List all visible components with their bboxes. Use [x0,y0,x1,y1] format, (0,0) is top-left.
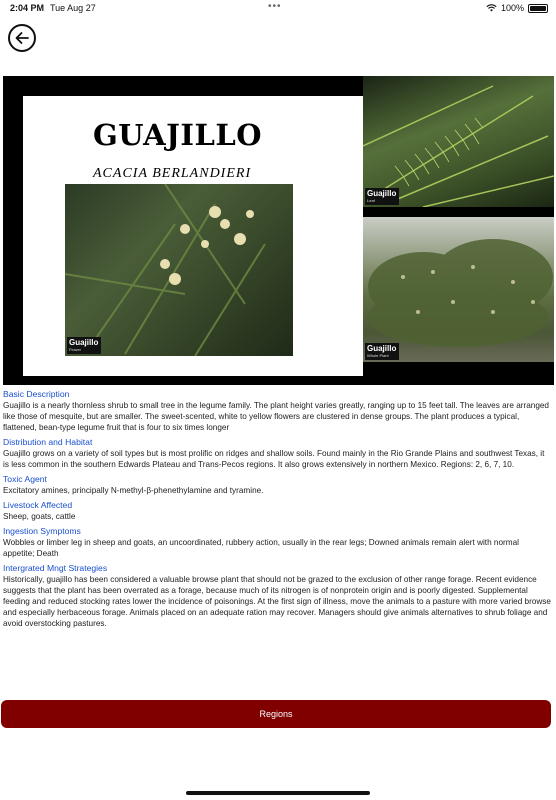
section-body: Historically, guajillo has been considered a valuable browse plant that should not be grazed to the exclusion of other range forage. Recent evidence suggests that the plant has been overrated as a forage, because much of its nitrogen is of nonprotein origin and is poorly digested. Supplemental feeding and reduced stocking rates lower the incidence of poisonings. At the first sign of illness, move the animals to a pasture with more varied browse and especially herbaceous forage. Animals placed on an adequate ration may recover. Managers should give animals alternatives to shrub foliage and avoid overstocking pastures. [3,575,551,628]
section-distribution [3,436,551,470]
status-right [486,3,548,13]
section-body: Guajillo grows on a variety of soil types but is most prolific on ridges and shallow soils. Found mainly in the Rio Grande Plains and southwest Texas, it is less common in the southern Edwards Plateau and Trans-Pecos regions. It also grows extensively in northern Mexico. Regions: 2, 6, 7, 10. [3,449,545,469]
whole-caption-name: Guajillo [367,344,397,353]
section-livestock-affected [3,499,551,522]
status-bar [0,0,556,16]
status-date: Tue Aug 27 [50,3,96,13]
multitasking-dots-icon[interactable]: ••• [268,1,282,12]
plant-title: GUAJILLO [93,118,262,152]
wifi-icon [486,4,497,12]
flower-caption-name: Guajillo [69,338,99,347]
section-body: Guajillo is a nearly thornless shrub to small tree in the legume family. The plant height varies greatly, ranging up to 15 feet tall. The leaves are arranged like those of mesquite, but are smaller. The sweet-scented, white to yellow flowers are clustered in dense groups. The plant produces a typical, flattened, bean-type legume fruit that is four to six times longer [3,401,549,432]
section-body: Wobbles or limber leg in sheep and goats, an uncoordinated, rubbery action, usually in the rear legs; Downed animals remain alert with normal appetite; Death [3,538,519,558]
regions-button[interactable]: Regions [1,700,551,728]
section-management-strategies [3,562,551,629]
arrow-left-icon [13,29,31,47]
home-indicator[interactable] [186,791,370,795]
section-heading: Basic Description [3,389,70,399]
plant-banner-image [3,76,554,385]
back-button[interactable] [8,24,36,52]
leaf-caption [365,188,399,205]
section-body: Excitatory amines, principally N-methyl-β-phenethylamine and tyramine. [3,486,264,495]
section-toxic-agent [3,473,551,496]
battery-percent: 100% [500,3,524,13]
section-heading: Intergrated Mngt Strategies [3,563,108,573]
section-ingestion-symptoms [3,525,551,559]
plant-details [3,388,551,632]
battery-level [530,6,546,11]
section-heading: Distribution and Habitat [3,437,93,447]
whole-plant-photo [363,217,554,362]
leaf-caption-part: Leaf [367,198,375,203]
flower-photo [65,184,293,356]
status-time: 2:04 PM [10,3,45,13]
whole-caption [365,343,399,360]
leaf-photo [363,76,554,207]
battery-icon [528,4,548,13]
whole-caption-part: Whole Plant [367,353,389,358]
section-heading: Livestock Affected [3,500,73,510]
flower-caption-part: Flower [69,347,82,352]
section-basic-description [3,388,551,433]
section-body: Sheep, goats, cattle [3,512,76,521]
species-name: ACACIA BERLANDIERI [93,166,252,181]
flower-caption [67,337,101,354]
section-heading: Ingestion Symptoms [3,526,81,536]
section-heading: Toxic Agent [3,474,47,484]
leaf-caption-name: Guajillo [367,189,397,198]
